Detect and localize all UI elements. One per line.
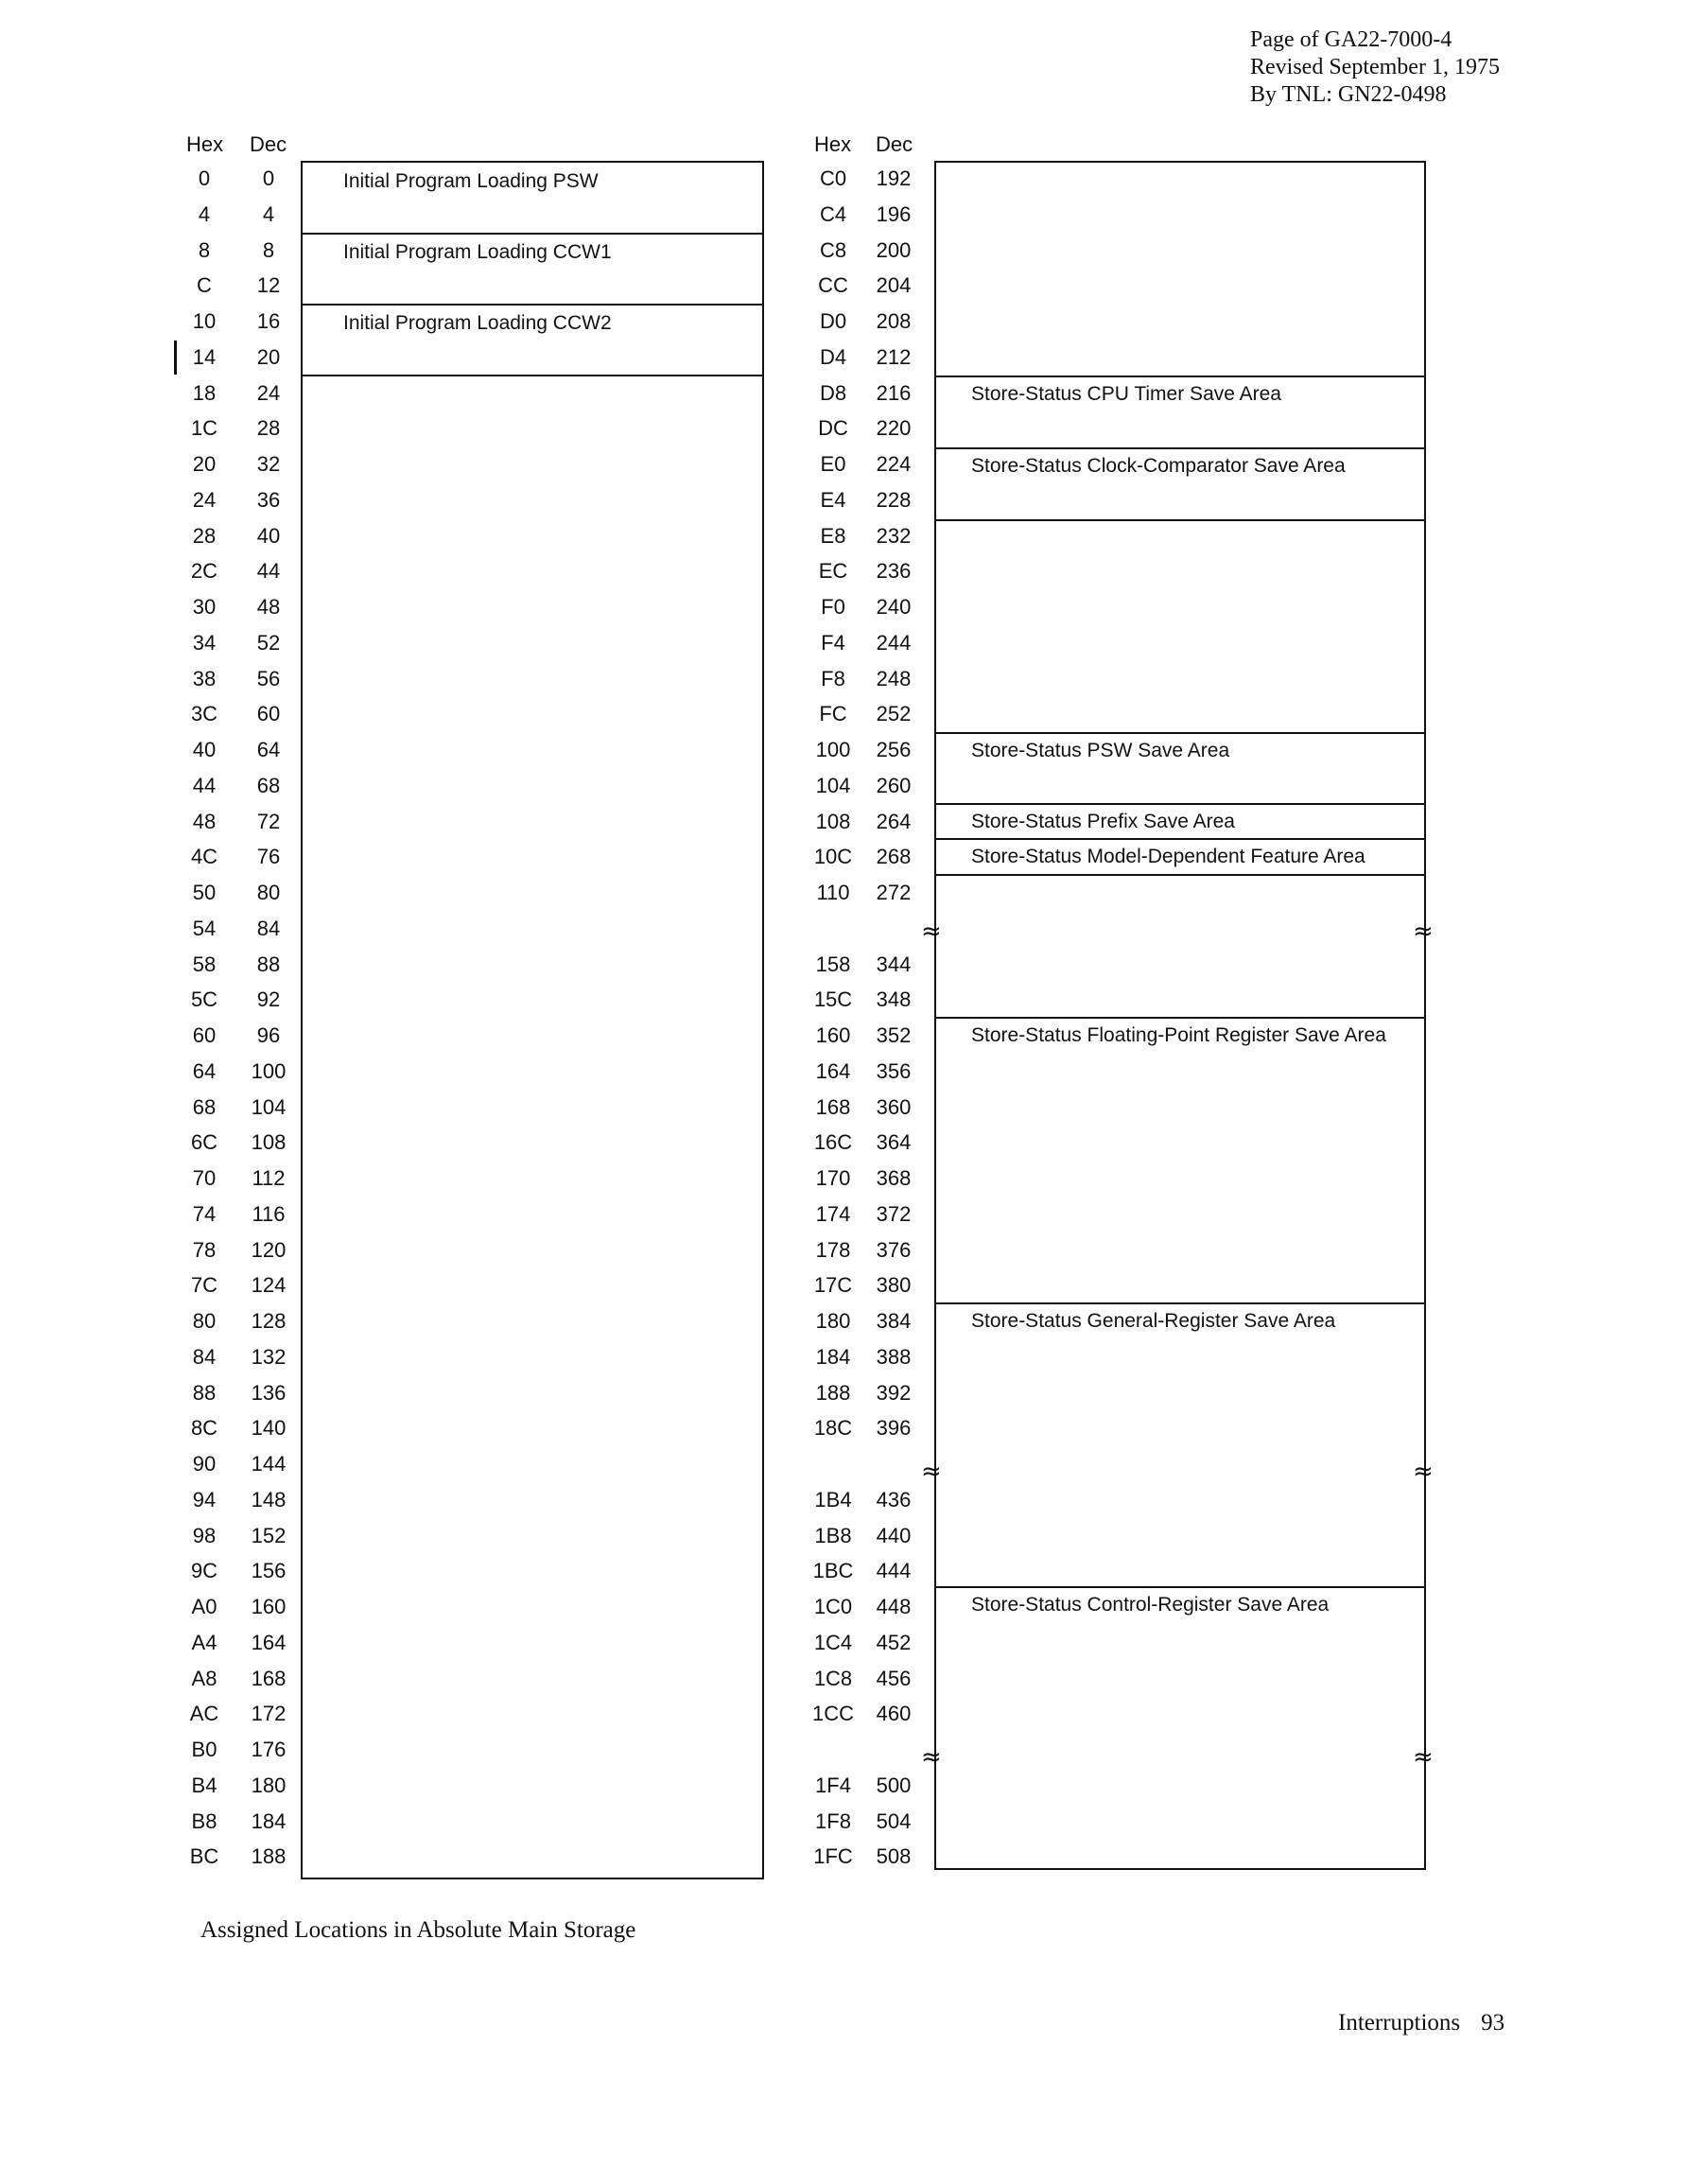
left-dec-address: 116	[252, 1202, 286, 1226]
left-hex-address: 90	[192, 1452, 217, 1476]
left-dec-address: 92	[256, 987, 281, 1011]
left-hex-address: 1C	[190, 416, 218, 440]
right-hex-address: D8	[819, 381, 847, 405]
field-clock-comparator: Store-Status Clock-Comparator Save Area	[971, 455, 1346, 477]
break-symbol-right-3: ≈	[1413, 1743, 1434, 1772]
left-hex-address: 6C	[190, 1130, 218, 1154]
right-dec-address: 236	[876, 559, 912, 583]
right-dec-address: 444	[876, 1559, 912, 1582]
divider-psw	[303, 233, 762, 235]
right-hex-address: 1C4	[813, 1631, 853, 1654]
right-dec-address: 208	[876, 309, 912, 333]
left-hex-address: 98	[192, 1524, 217, 1547]
right-hex-address: 1C8	[813, 1667, 853, 1690]
left-dec-address: 56	[256, 667, 281, 690]
right-hex-address: 1F8	[815, 1809, 851, 1833]
left-hex-address: 5C	[190, 987, 218, 1011]
revision-bar	[174, 341, 177, 375]
left-dec-address: 156	[251, 1559, 287, 1582]
right-hex-address: D0	[819, 309, 847, 333]
left-hex-address: 24	[192, 488, 217, 512]
right-hex-address: 110	[816, 881, 850, 904]
left-hex-address: 38	[192, 667, 217, 690]
page-header	[1250, 26, 1500, 109]
field-ipl-ccw1: Initial Program Loading CCW1	[343, 241, 612, 263]
divider-100	[936, 732, 1424, 734]
divider-ccw2	[303, 375, 762, 376]
right-dec-address: 360	[876, 1095, 912, 1119]
left-hex-address: 94	[192, 1488, 217, 1511]
right-dec-address: 448	[876, 1595, 912, 1618]
right-dec-address: 460	[876, 1702, 912, 1725]
left-storage-block	[301, 161, 764, 1879]
divider-e0	[936, 447, 1424, 449]
right-dec-address: 240	[876, 595, 912, 619]
right-storage-block	[934, 161, 1426, 1870]
right-dec-address: 192	[876, 166, 912, 190]
right-dec-address: 216	[876, 381, 912, 405]
right-hex-address: 104	[815, 774, 851, 797]
left-hex-address: 0	[198, 166, 211, 190]
left-hex-address: 18	[192, 381, 217, 405]
right-dec-address: 228	[876, 488, 912, 512]
left-hex-address: 70	[192, 1166, 217, 1190]
right-hex-address: 174	[815, 1202, 851, 1226]
field-ipl-ccw2: Initial Program Loading CCW2	[343, 312, 612, 334]
divider-10c	[936, 838, 1424, 840]
right-dec-address: 452	[876, 1631, 912, 1654]
left-hex-address: 3C	[190, 702, 218, 725]
field-model-dependent: Store-Status Model-Dependent Feature Area	[971, 846, 1365, 867]
divider-d8	[936, 376, 1424, 377]
right-dec-address: 212	[876, 345, 912, 369]
field-control-register-save: Store-Status Control-Register Save Area	[971, 1594, 1330, 1616]
left-hex-address: 10	[192, 309, 217, 333]
right-hex-address: 1F4	[815, 1773, 851, 1797]
break-symbol-left-1: ≈	[921, 917, 942, 946]
right-hex-address: E8	[820, 524, 846, 548]
left-hex-address: BC	[189, 1844, 219, 1868]
left-dec-address: 44	[256, 559, 281, 583]
right-dec-address: 260	[876, 774, 912, 797]
left-dec-address: 8	[262, 238, 275, 262]
left-dec-header: Dec	[250, 132, 287, 156]
right-hex-address: C0	[819, 166, 847, 190]
left-dec-address: 80	[256, 881, 281, 904]
header-revision-date: Revised September 1, 1975	[1250, 55, 1500, 79]
right-hex-address: 100	[815, 738, 851, 761]
right-dec-address: 384	[876, 1309, 912, 1333]
left-dec-address: 48	[256, 595, 281, 619]
left-hex-address: 64	[192, 1059, 217, 1083]
left-hex-address: AC	[189, 1702, 219, 1725]
left-dec-address: 100	[251, 1059, 287, 1083]
left-dec-address: 40	[256, 524, 281, 548]
left-hex-address: 2C	[190, 559, 218, 583]
left-hex-address: 8C	[190, 1416, 218, 1440]
right-hex-address: E0	[820, 452, 846, 476]
left-hex-address: 7C	[190, 1273, 218, 1297]
right-dec-address: 364	[876, 1130, 912, 1154]
right-hex-address: EC	[818, 559, 848, 583]
left-hex-address: 80	[192, 1309, 217, 1333]
divider-e8	[936, 519, 1424, 521]
divider-180	[936, 1302, 1424, 1304]
left-dec-address: 152	[251, 1524, 287, 1547]
right-dec-address: 232	[876, 524, 912, 548]
right-dec-address: 256	[876, 738, 912, 761]
right-dec-address: 440	[876, 1524, 912, 1547]
right-hex-address: 1FC	[813, 1844, 853, 1868]
left-hex-address: C	[197, 273, 212, 297]
right-hex-address: 1B4	[814, 1488, 852, 1511]
divider-160	[936, 1017, 1424, 1019]
left-hex-address: 68	[192, 1095, 217, 1119]
left-hex-address: 20	[192, 452, 217, 476]
left-dec-address: 104	[251, 1095, 287, 1119]
right-hex-address: 1CC	[811, 1702, 854, 1725]
left-dec-address: 52	[256, 631, 281, 655]
right-dec-address: 392	[876, 1381, 912, 1405]
left-dec-address: 96	[256, 1023, 281, 1047]
right-dec-address: 376	[876, 1238, 912, 1262]
right-dec-address: 272	[876, 881, 912, 904]
left-hex-address: 48	[192, 810, 217, 833]
footer-section-title: Interruptions	[1338, 2010, 1461, 2035]
left-hex-address: 9C	[190, 1559, 218, 1582]
left-dec-address: 128	[251, 1309, 287, 1333]
right-dec-address: 456	[876, 1667, 912, 1690]
left-hex-address: 28	[192, 524, 217, 548]
left-dec-address: 176	[251, 1738, 287, 1761]
right-dec-address: 436	[876, 1488, 912, 1511]
right-hex-address: C8	[819, 238, 847, 262]
left-hex-address: A4	[191, 1631, 217, 1654]
field-ipl-psw: Initial Program Loading PSW	[343, 170, 599, 192]
left-dec-address: 32	[256, 452, 281, 476]
left-hex-address: 60	[192, 1023, 217, 1047]
left-dec-address: 108	[251, 1130, 287, 1154]
right-hex-address: E4	[820, 488, 846, 512]
left-hex-address: 78	[192, 1238, 217, 1262]
right-hex-address: 184	[815, 1345, 851, 1369]
right-hex-address: 180	[815, 1309, 851, 1333]
divider-1c0	[936, 1586, 1424, 1588]
left-hex-address: B8	[191, 1809, 217, 1833]
right-dec-address: 504	[876, 1809, 912, 1833]
field-general-register-save: Store-Status General-Register Save Area	[971, 1310, 1336, 1332]
right-hex-address: 178	[815, 1238, 851, 1262]
right-dec-address: 508	[876, 1844, 912, 1868]
left-hex-address: 8	[198, 238, 211, 262]
right-dec-address: 204	[876, 273, 912, 297]
right-dec-address: 200	[876, 238, 912, 262]
left-dec-address: 172	[251, 1702, 287, 1725]
field-cpu-timer: Store-Status CPU Timer Save Area	[971, 383, 1281, 405]
right-hex-address: C4	[819, 202, 847, 226]
right-hex-address: 15C	[813, 987, 853, 1011]
left-dec-address: 16	[256, 309, 281, 333]
left-hex-address: B4	[191, 1773, 217, 1797]
left-dec-address: 168	[251, 1667, 287, 1690]
left-dec-address: 160	[251, 1595, 287, 1618]
break-symbol-left-3: ≈	[921, 1743, 942, 1772]
left-hex-address: 54	[192, 917, 217, 940]
left-dec-address: 28	[256, 416, 281, 440]
left-dec-address: 84	[256, 917, 281, 940]
footer-page-number: 93	[1481, 2010, 1505, 2035]
right-hex-address: 170	[815, 1166, 851, 1190]
left-dec-address: 136	[251, 1381, 287, 1405]
left-dec-address: 88	[256, 952, 281, 976]
left-hex-address: A0	[191, 1595, 217, 1618]
left-dec-address: 164	[251, 1631, 287, 1654]
right-hex-address: 17C	[813, 1273, 853, 1297]
left-dec-address: 120	[251, 1238, 287, 1262]
left-hex-address: 4C	[190, 845, 218, 868]
right-dec-address: 248	[876, 667, 912, 690]
right-hex-address: 1C0	[813, 1595, 853, 1618]
left-dec-address: 68	[256, 774, 281, 797]
right-dec-address: 348	[876, 987, 912, 1011]
left-dec-address: 76	[256, 845, 281, 868]
left-dec-address: 24	[256, 381, 281, 405]
left-dec-address: 20	[256, 345, 281, 369]
right-hex-address: 10C	[813, 845, 853, 868]
left-hex-address: 34	[192, 631, 217, 655]
divider-ccw1	[303, 304, 762, 306]
right-hex-address: 1B8	[814, 1524, 852, 1547]
right-hex-address: 1BC	[812, 1559, 854, 1582]
left-hex-address: 4	[198, 202, 211, 226]
left-dec-address: 112	[252, 1166, 286, 1190]
left-dec-address: 140	[251, 1416, 287, 1440]
left-hex-address: 88	[192, 1381, 217, 1405]
left-dec-address: 188	[251, 1844, 287, 1868]
right-dec-address: 244	[876, 631, 912, 655]
left-hex-address: 50	[192, 881, 217, 904]
left-dec-address: 132	[251, 1345, 287, 1369]
left-hex-address: B0	[191, 1738, 217, 1761]
right-dec-address: 396	[876, 1416, 912, 1440]
right-dec-address: 252	[876, 702, 912, 725]
break-symbol-right-1: ≈	[1413, 917, 1434, 946]
right-hex-address: CC	[818, 273, 848, 297]
right-dec-address: 388	[876, 1345, 912, 1369]
break-symbol-left-2: ≈	[921, 1458, 942, 1486]
right-hex-address: F0	[821, 595, 845, 619]
right-hex-address: 164	[815, 1059, 851, 1083]
right-hex-address: F8	[821, 667, 845, 690]
left-dec-address: 184	[251, 1809, 287, 1833]
break-symbol-right-2: ≈	[1413, 1458, 1434, 1486]
right-hex-address: DC	[818, 416, 848, 440]
left-dec-address: 4	[262, 202, 275, 226]
left-dec-address: 12	[256, 273, 281, 297]
figure-caption: Assigned Locations in Absolute Main Storage	[200, 1917, 636, 1943]
left-hex-address: 84	[192, 1345, 217, 1369]
right-dec-address: 344	[876, 952, 912, 976]
right-hex-address: 16C	[813, 1130, 853, 1154]
right-hex-address: F4	[821, 631, 845, 655]
right-dec-address: 500	[876, 1773, 912, 1797]
left-hex-address: A8	[191, 1667, 217, 1690]
divider-110	[936, 874, 1424, 876]
right-hex-address: D4	[819, 345, 847, 369]
right-dec-address: 220	[876, 416, 912, 440]
right-dec-address: 352	[876, 1023, 912, 1047]
left-dec-address: 124	[251, 1273, 287, 1297]
left-dec-address: 64	[256, 738, 281, 761]
right-hex-address: 168	[815, 1095, 851, 1119]
left-dec-address: 60	[256, 702, 281, 725]
right-dec-header: Dec	[876, 132, 913, 156]
right-dec-address: 380	[876, 1273, 912, 1297]
left-hex-address: 58	[192, 952, 217, 976]
field-floating-point-save: Store-Status Floating-Point Register Save Area	[971, 1024, 1386, 1046]
left-dec-address: 180	[251, 1773, 287, 1797]
right-hex-address: 18C	[813, 1416, 853, 1440]
left-hex-address: 40	[192, 738, 217, 761]
field-psw-save: Store-Status PSW Save Area	[971, 740, 1230, 761]
right-hex-address: FC	[819, 702, 847, 725]
left-hex-address: 30	[192, 595, 217, 619]
left-dec-address: 72	[256, 810, 281, 833]
left-dec-address: 36	[256, 488, 281, 512]
header-tnl: By TNL: GN22-0498	[1250, 82, 1447, 107]
right-dec-address: 368	[876, 1166, 912, 1190]
page-footer	[1338, 2010, 1504, 2036]
field-prefix-save: Store-Status Prefix Save Area	[971, 811, 1235, 832]
right-dec-address: 224	[876, 452, 912, 476]
right-dec-address: 264	[876, 810, 912, 833]
left-hex-address: 44	[192, 774, 217, 797]
right-hex-address: 188	[815, 1381, 851, 1405]
left-dec-address: 0	[262, 166, 275, 190]
left-dec-address: 144	[251, 1452, 287, 1476]
right-dec-address: 356	[876, 1059, 912, 1083]
right-dec-address: 268	[876, 845, 912, 868]
right-hex-address: 108	[815, 810, 851, 833]
left-hex-address: 14	[192, 345, 217, 369]
left-hex-address: 74	[192, 1202, 217, 1226]
left-hex-header: Hex	[186, 132, 224, 156]
left-dec-address: 148	[251, 1488, 287, 1511]
right-hex-address: 160	[815, 1023, 851, 1047]
right-dec-address: 196	[876, 202, 912, 226]
right-dec-address: 372	[876, 1202, 912, 1226]
header-document-number: Page of GA22-7000-4	[1250, 27, 1452, 52]
right-hex-header: Hex	[814, 132, 852, 156]
right-hex-address: 158	[815, 952, 851, 976]
divider-108	[936, 803, 1424, 805]
